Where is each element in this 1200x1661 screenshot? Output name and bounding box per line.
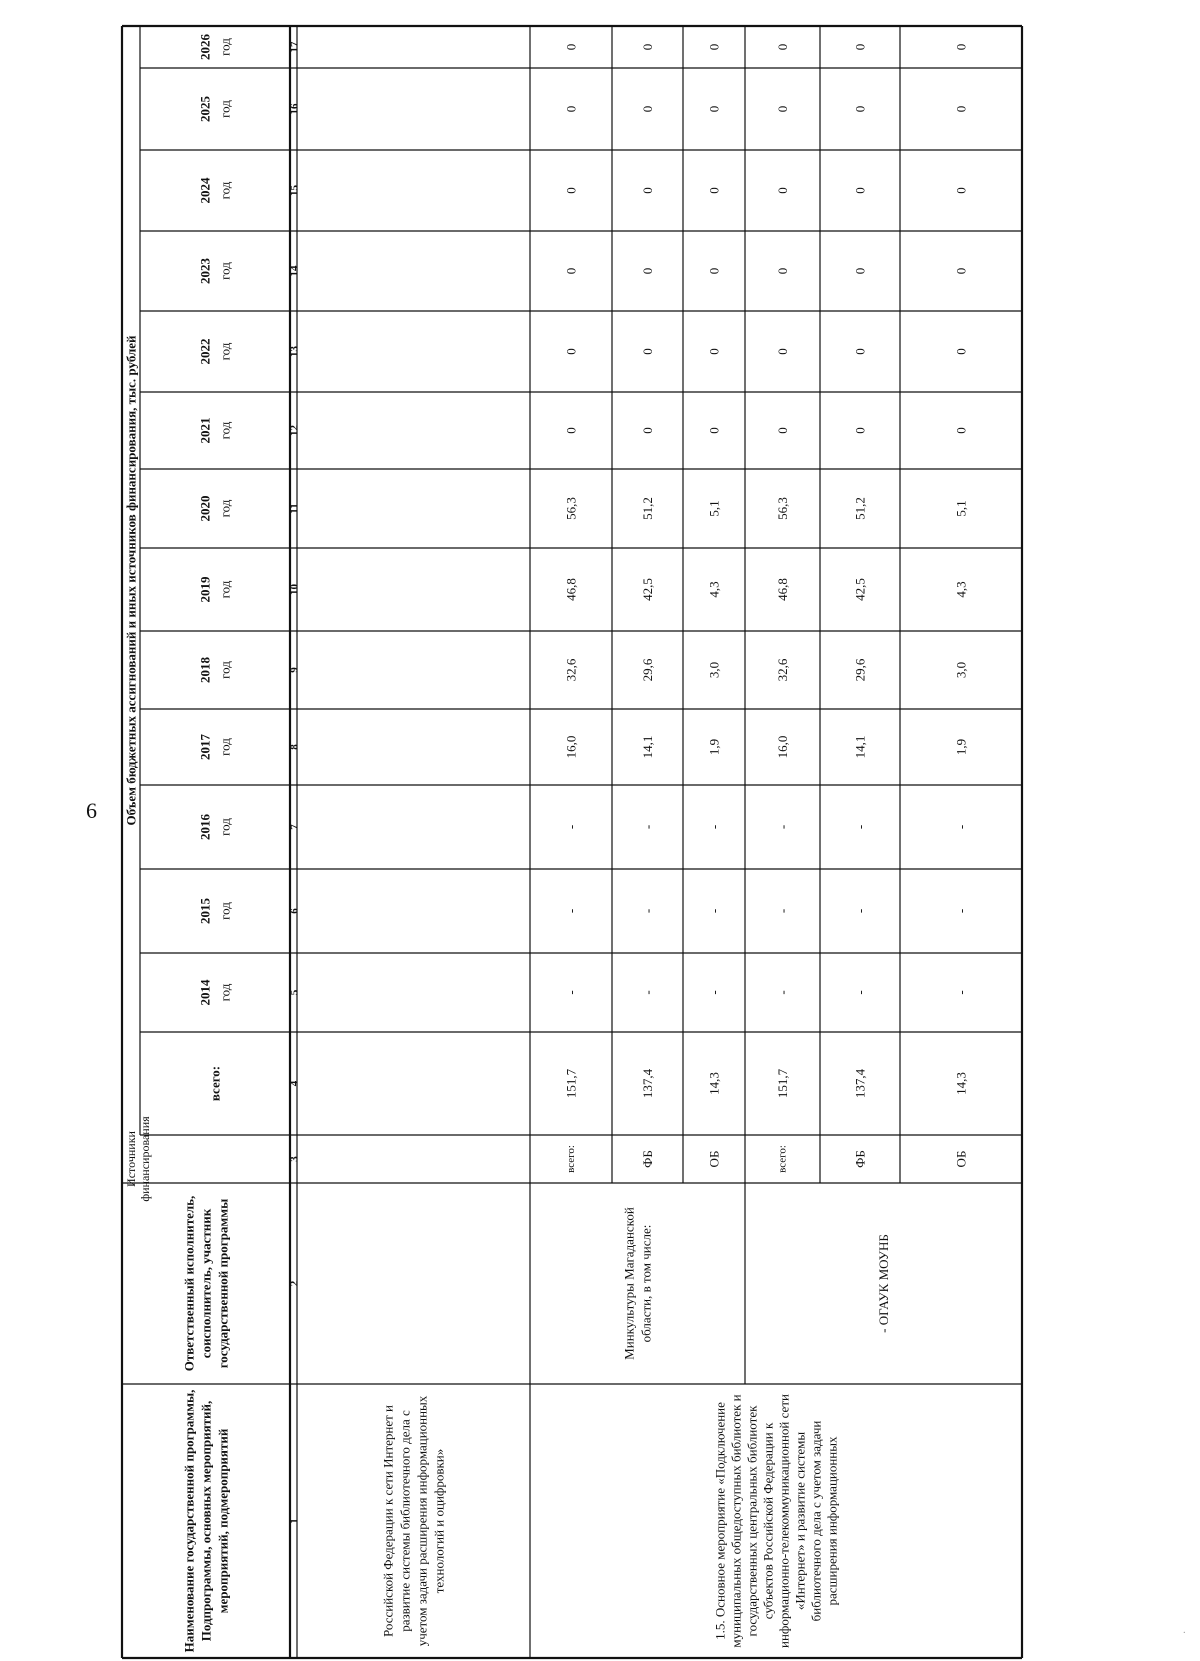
header-year-unit: год — [217, 38, 233, 56]
year-value-cell: 0 — [775, 267, 790, 275]
column-number-12: 12 — [288, 425, 301, 436]
column-number-17: 17 — [288, 41, 301, 53]
header-year-2014: 2014 — [197, 979, 213, 1006]
header-year-unit: год — [217, 818, 233, 836]
year-value-cell: 14,1 — [640, 735, 655, 759]
year-value-cell: - — [706, 824, 722, 830]
year-value-cell: - — [852, 908, 868, 914]
year-value-cell: 0 — [640, 105, 655, 113]
header-year-unit: год — [217, 342, 233, 361]
year-value-cell: 0 — [706, 43, 722, 51]
year-value-cell: 0 — [706, 427, 722, 434]
source-cell: всего: — [565, 1145, 577, 1173]
header-year-2020: 2020 — [197, 495, 213, 522]
header-name-column: Наименование государственной программы, Подпрограммы, основных мероприятий, мероприятий, подмероприятий — [181, 1389, 231, 1653]
responsible-cell-2: - ОГАУК МОУНБ — [876, 1234, 892, 1333]
year-value-cell: 56,3 — [775, 497, 790, 520]
year-value-cell: 0 — [775, 43, 790, 51]
column-number-13: 13 — [288, 346, 301, 357]
header-total-column: всего: — [207, 1065, 223, 1102]
source-cell: ФБ — [852, 1150, 868, 1168]
year-value-cell: 0 — [953, 348, 969, 355]
header-year-2015: 2015 — [197, 898, 213, 924]
source-cell: ОБ — [953, 1150, 969, 1168]
year-value-cell: - — [852, 824, 868, 830]
year-value-cell: 0 — [563, 187, 579, 194]
year-value-cell: 42,5 — [640, 578, 655, 601]
total-cell: 14,3 — [953, 1072, 969, 1095]
year-value-cell: 0 — [706, 187, 722, 194]
source-cell: всего: — [776, 1145, 789, 1173]
total-cell: 14,3 — [706, 1072, 722, 1095]
year-value-cell: 0 — [852, 187, 868, 194]
header-year-2021: 2021 — [197, 417, 213, 444]
year-value-cell: 5,1 — [953, 500, 969, 517]
total-cell: 137,4 — [852, 1068, 868, 1099]
header-year-2016: 2016 — [197, 814, 213, 840]
column-number-8: 8 — [288, 744, 301, 750]
year-value-cell: 0 — [953, 427, 969, 434]
year-value-cell: - — [640, 908, 655, 914]
column-number-16: 16 — [288, 103, 301, 115]
year-value-cell: 0 — [706, 267, 722, 275]
year-value-cell: 32,6 — [775, 658, 790, 682]
year-value-cell: 0 — [775, 427, 790, 434]
header-year-unit: год — [217, 100, 233, 118]
header-year-unit: год — [217, 738, 233, 756]
year-value-cell: 5,1 — [706, 500, 722, 517]
year-value-cell: - — [852, 990, 868, 995]
total-cell: 137,4 — [640, 1068, 655, 1099]
header-year-2023: 2023 — [197, 258, 213, 284]
year-value-cell: 0 — [852, 348, 868, 355]
year-value-cell: 0 — [563, 348, 579, 355]
year-value-cell: 0 — [706, 105, 722, 113]
column-number-11: 11 — [288, 503, 301, 514]
column-number-15: 15 — [288, 185, 301, 196]
year-value-cell: 0 — [953, 43, 969, 51]
column-number-9: 9 — [288, 667, 301, 673]
year-value-cell: 51,2 — [640, 497, 655, 520]
year-value-cell: - — [953, 990, 969, 995]
year-value-cell: - — [563, 908, 579, 914]
year-value-cell: - — [563, 990, 579, 995]
header-year-unit: год — [217, 181, 233, 200]
year-value-cell: 0 — [852, 427, 868, 434]
year-value-cell: 0 — [640, 187, 655, 194]
year-value-cell: 0 — [563, 427, 579, 434]
year-value-cell: 0 — [640, 267, 655, 275]
year-value-cell: 4,3 — [706, 581, 722, 598]
year-value-cell: - — [953, 824, 969, 830]
year-value-cell: 0 — [852, 105, 868, 113]
year-value-cell: 0 — [953, 105, 969, 113]
year-value-cell: 0 — [852, 43, 868, 51]
year-value-cell: - — [706, 908, 722, 914]
year-value-cell: 1,9 — [953, 738, 969, 756]
year-value-cell: - — [775, 824, 790, 830]
column-number-2: 2 — [288, 1280, 301, 1287]
column-number-6: 6 — [288, 908, 301, 914]
year-value-cell: 0 — [775, 348, 790, 355]
header-year-unit: год — [217, 983, 233, 1002]
header-year-2017: 2017 — [197, 734, 213, 760]
header-year-2018: 2018 — [197, 657, 213, 683]
column-number-7: 7 — [288, 824, 301, 830]
header-year-2025: 2025 — [197, 96, 213, 122]
measure-name-cell: 1.5. Основное мероприятие «Подключениемуниципальных общедоступных библиотек игосударственных центральных библиотексубъектов Российской Федерации кинформационно-телекоммуникационной сети«Интернет» и развитие системыбиблиотечного дела с учетом задачирасширения информационных — [712, 1394, 840, 1648]
year-value-cell: 0 — [640, 43, 655, 51]
year-value-cell: - — [953, 908, 969, 914]
responsible-cell-1: Минкультуры Магаданской области, в том числе: — [621, 1207, 654, 1360]
year-value-cell: - — [640, 824, 655, 830]
year-value-cell: - — [640, 990, 655, 995]
year-value-cell: 0 — [563, 43, 579, 51]
year-value-cell: 3,0 — [953, 661, 969, 679]
year-value-cell: - — [563, 824, 579, 830]
year-value-cell: 32,6 — [563, 658, 579, 682]
year-value-cell: 16,0 — [563, 735, 579, 759]
year-value-cell: 29,6 — [640, 658, 655, 682]
year-value-cell: 0 — [852, 267, 868, 275]
year-value-cell: 0 — [775, 105, 790, 113]
header-year-unit: год — [217, 580, 233, 599]
year-value-cell: 42,5 — [852, 578, 868, 601]
year-value-cell: - — [775, 990, 790, 995]
header-funding-group: Объем бюджетных ассигнований и иных источников финансирования, тыс. рублей — [123, 335, 139, 826]
total-cell: 151,7 — [775, 1068, 790, 1099]
year-value-cell: 0 — [953, 187, 969, 194]
column-number-10: 10 — [288, 584, 301, 595]
column-number-14: 14 — [288, 265, 301, 277]
header-year-2024: 2024 — [197, 177, 213, 204]
header-year-unit: год — [217, 499, 233, 518]
year-value-cell: 0 — [640, 427, 655, 434]
year-value-cell: 0 — [640, 348, 655, 355]
year-value-cell: 29,6 — [852, 658, 868, 682]
year-value-cell: 46,8 — [775, 578, 790, 601]
year-value-cell: 0 — [775, 187, 790, 194]
source-cell: ФБ — [640, 1150, 655, 1168]
column-number-1: 1 — [288, 1518, 301, 1524]
continuation-name-cell: Российской Федерации к сети Интернет и развитие системы библиотечного дела с учетом задачи расширения информационных технологий и оцифровки» — [380, 1395, 447, 1647]
year-value-cell: - — [706, 990, 722, 995]
year-value-cell: 1,9 — [706, 738, 722, 756]
scan-edge-mark: · — [1182, 1628, 1186, 1639]
header-year-2022: 2022 — [197, 338, 213, 365]
header-source-column: Источникифинансирования — [124, 1116, 153, 1202]
year-value-cell: 16,0 — [775, 735, 790, 759]
header-year-unit: год — [217, 902, 233, 920]
year-value-cell: 0 — [706, 348, 722, 355]
column-number-5: 5 — [288, 989, 301, 996]
year-value-cell: 0 — [563, 105, 579, 113]
header-year-unit: год — [217, 661, 233, 679]
header-year-2019: 2019 — [197, 576, 213, 603]
column-number-4: 4 — [288, 1080, 301, 1087]
year-value-cell: 0 — [953, 267, 969, 275]
year-value-cell: 3,0 — [706, 661, 722, 679]
column-number-3: 3 — [288, 1156, 301, 1162]
year-value-cell: 14,1 — [852, 735, 868, 759]
year-value-cell: 4,3 — [953, 581, 969, 598]
source-cell: ОБ — [706, 1150, 722, 1168]
header-year-unit: год — [217, 262, 233, 280]
year-value-cell: 46,8 — [563, 578, 579, 601]
year-value-cell: 51,2 — [852, 497, 868, 520]
year-value-cell: 56,3 — [563, 497, 579, 520]
total-cell: 151,7 — [563, 1068, 579, 1099]
header-year-unit: год — [217, 421, 233, 440]
header-responsible-column: Ответственный исполнитель, соисполнитель, участник государственной программы — [181, 1195, 231, 1372]
year-value-cell: 0 — [563, 267, 579, 275]
page-number: 6 — [86, 798, 97, 823]
header-year-2026: 2026 — [197, 34, 213, 60]
year-value-cell: - — [775, 908, 790, 914]
